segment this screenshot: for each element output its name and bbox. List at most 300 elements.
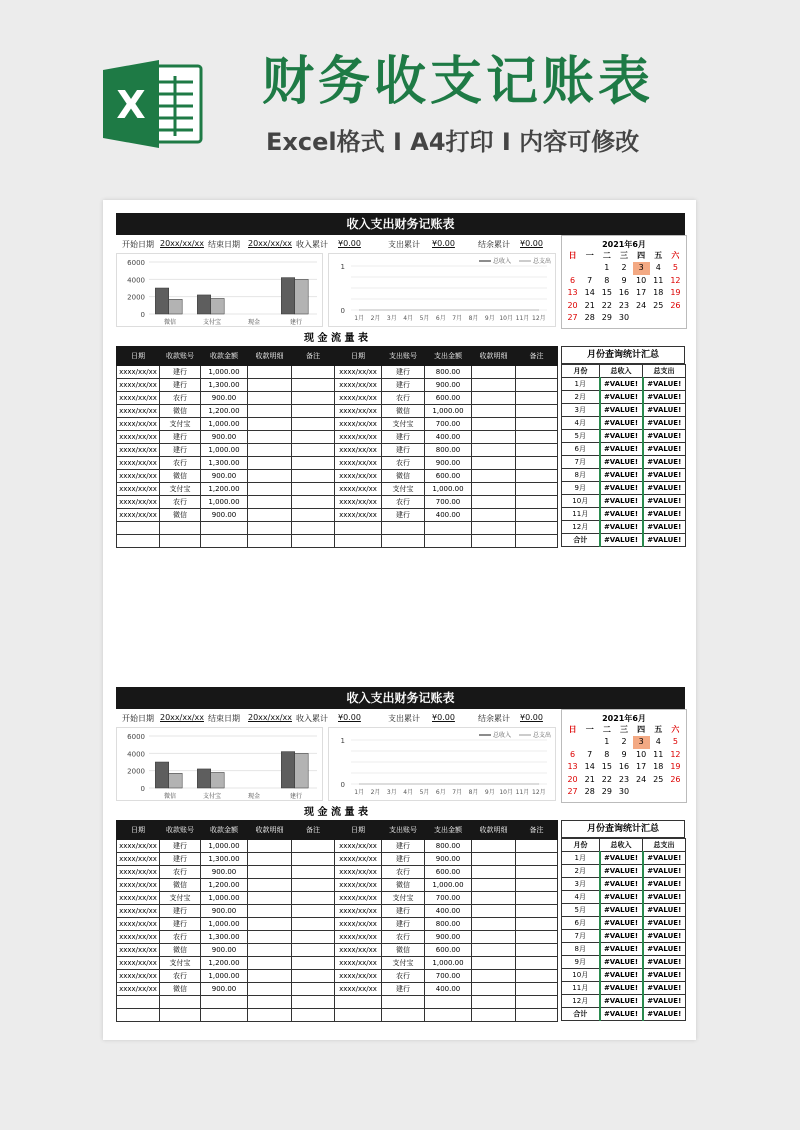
table-cell[interactable]: xxxx/xx/xx xyxy=(335,983,382,996)
table-cell[interactable] xyxy=(248,866,292,879)
table-cell[interactable]: 600.00 xyxy=(425,470,472,483)
calendar-day[interactable]: 4 xyxy=(655,737,661,747)
table-cell[interactable]: xxxx/xx/xx xyxy=(117,983,160,996)
calendar-day[interactable]: 19 xyxy=(670,762,681,772)
table-cell[interactable]: 700.00 xyxy=(425,892,472,905)
table-cell[interactable]: 建行 xyxy=(382,444,425,457)
table-cell[interactable]: xxxx/xx/xx xyxy=(335,457,382,470)
calendar-day[interactable] xyxy=(667,312,684,324)
table-cell[interactable] xyxy=(335,522,382,535)
table-cell[interactable]: 农行 xyxy=(160,866,201,879)
table-cell[interactable] xyxy=(201,1009,248,1022)
table-cell[interactable]: xxxx/xx/xx xyxy=(335,379,382,392)
table-cell[interactable] xyxy=(335,996,382,1009)
table-cell[interactable]: 1,000.00 xyxy=(201,496,248,509)
calendar-day[interactable]: 5 xyxy=(672,737,678,747)
table-cell[interactable]: 1,000.00 xyxy=(201,892,248,905)
table-cell[interactable] xyxy=(516,470,558,483)
table-cell[interactable]: 建行 xyxy=(160,918,201,931)
table-cell[interactable]: xxxx/xx/xx xyxy=(117,418,160,431)
table-cell[interactable] xyxy=(248,957,292,970)
table-cell[interactable]: 建行 xyxy=(382,431,425,444)
calendar-day[interactable]: 30 xyxy=(618,786,630,796)
table-cell[interactable]: 900.00 xyxy=(201,431,248,444)
table-cell[interactable]: 900.00 xyxy=(425,931,472,944)
table-cell[interactable]: 建行 xyxy=(382,840,425,853)
table-cell[interactable]: xxxx/xx/xx xyxy=(335,444,382,457)
calendar-day[interactable]: 29 xyxy=(601,312,612,322)
table-cell[interactable]: 400.00 xyxy=(425,509,472,522)
table-cell[interactable]: 支付宝 xyxy=(382,957,425,970)
calendar-day[interactable]: 24 xyxy=(636,774,647,784)
table-cell[interactable]: 400.00 xyxy=(425,983,472,996)
table-cell[interactable] xyxy=(335,535,382,548)
table-cell[interactable]: xxxx/xx/xx xyxy=(117,483,160,496)
calendar-day[interactable] xyxy=(581,262,598,274)
table-cell[interactable] xyxy=(472,970,516,983)
table-cell[interactable] xyxy=(516,944,558,957)
table-cell[interactable]: xxxx/xx/xx xyxy=(335,853,382,866)
calendar-day[interactable]: 27 xyxy=(567,786,578,796)
table-cell[interactable]: 建行 xyxy=(382,509,425,522)
table-cell[interactable]: 900.00 xyxy=(201,392,248,405)
table-cell[interactable]: xxxx/xx/xx xyxy=(117,366,160,379)
table-cell[interactable] xyxy=(516,522,558,535)
table-cell[interactable]: 900.00 xyxy=(425,853,472,866)
table-cell[interactable]: xxxx/xx/xx xyxy=(335,509,382,522)
table-cell[interactable]: 建行 xyxy=(382,905,425,918)
table-cell[interactable] xyxy=(248,853,292,866)
table-cell[interactable] xyxy=(248,418,292,431)
table-cell[interactable]: 400.00 xyxy=(425,431,472,444)
table-cell[interactable] xyxy=(472,957,516,970)
calendar-day[interactable] xyxy=(633,312,650,324)
table-cell[interactable] xyxy=(335,1009,382,1022)
table-cell[interactable] xyxy=(292,379,335,392)
calendar-day[interactable]: 1 xyxy=(604,263,610,273)
table-cell[interactable] xyxy=(248,840,292,853)
table-cell[interactable] xyxy=(292,931,335,944)
table-cell[interactable]: xxxx/xx/xx xyxy=(117,879,160,892)
calendar-day[interactable]: 3 xyxy=(633,262,650,274)
table-cell[interactable] xyxy=(516,483,558,496)
table-cell[interactable] xyxy=(292,892,335,905)
table-cell[interactable] xyxy=(292,957,335,970)
table-cell[interactable] xyxy=(117,522,160,535)
table-cell[interactable] xyxy=(472,931,516,944)
table-cell[interactable]: 农行 xyxy=(160,496,201,509)
table-cell[interactable]: 农行 xyxy=(382,931,425,944)
calendar-day[interactable]: 6 xyxy=(570,275,576,285)
table-cell[interactable] xyxy=(472,853,516,866)
table-cell[interactable]: xxxx/xx/xx xyxy=(335,470,382,483)
calendar-day[interactable]: 9 xyxy=(621,275,627,285)
table-cell[interactable]: 建行 xyxy=(382,366,425,379)
table-cell[interactable] xyxy=(160,535,201,548)
table-cell[interactable]: 1,000.00 xyxy=(201,366,248,379)
table-cell[interactable] xyxy=(516,840,558,853)
table-cell[interactable] xyxy=(292,405,335,418)
calendar-day[interactable]: 21 xyxy=(584,300,595,310)
table-cell[interactable]: xxxx/xx/xx xyxy=(335,866,382,879)
end-date-value[interactable]: 20xx/xx/xx xyxy=(248,239,292,248)
table-cell[interactable] xyxy=(292,509,335,522)
table-cell[interactable] xyxy=(516,892,558,905)
table-cell[interactable]: 支付宝 xyxy=(160,957,201,970)
table-cell[interactable] xyxy=(292,496,335,509)
table-cell[interactable] xyxy=(472,496,516,509)
table-cell[interactable]: xxxx/xx/xx xyxy=(117,840,160,853)
start-date-value[interactable]: 20xx/xx/xx xyxy=(160,239,204,248)
table-cell[interactable]: xxxx/xx/xx xyxy=(117,405,160,418)
table-cell[interactable]: 1,000.00 xyxy=(201,418,248,431)
table-cell[interactable]: xxxx/xx/xx xyxy=(335,970,382,983)
end-date-value[interactable]: 20xx/xx/xx xyxy=(248,713,292,722)
calendar-day[interactable]: 5 xyxy=(672,263,678,273)
table-cell[interactable] xyxy=(248,931,292,944)
calendar-day[interactable]: 2 xyxy=(621,263,627,273)
table-cell[interactable]: 1,000.00 xyxy=(425,405,472,418)
table-cell[interactable] xyxy=(292,483,335,496)
table-cell[interactable] xyxy=(516,457,558,470)
table-cell[interactable] xyxy=(292,840,335,853)
table-cell[interactable]: xxxx/xx/xx xyxy=(117,431,160,444)
calendar-day[interactable]: 4 xyxy=(655,263,661,273)
table-cell[interactable] xyxy=(516,366,558,379)
calendar-day[interactable] xyxy=(581,736,598,748)
calendar-day[interactable]: 6 xyxy=(570,749,576,759)
calendar-day[interactable]: 19 xyxy=(670,288,681,298)
table-cell[interactable]: 1,200.00 xyxy=(201,405,248,418)
table-cell[interactable] xyxy=(201,535,248,548)
table-cell[interactable]: 农行 xyxy=(160,931,201,944)
calendar-day[interactable]: 1 xyxy=(604,737,610,747)
table-cell[interactable] xyxy=(248,522,292,535)
table-cell[interactable] xyxy=(292,905,335,918)
table-cell[interactable]: xxxx/xx/xx xyxy=(335,918,382,931)
calendar-day[interactable]: 9 xyxy=(621,749,627,759)
table-cell[interactable] xyxy=(516,879,558,892)
table-cell[interactable]: 建行 xyxy=(160,444,201,457)
table-cell[interactable] xyxy=(472,944,516,957)
calendar-day[interactable]: 30 xyxy=(618,312,630,322)
table-cell[interactable] xyxy=(472,379,516,392)
table-cell[interactable]: 1,000.00 xyxy=(201,970,248,983)
table-cell[interactable]: xxxx/xx/xx xyxy=(117,379,160,392)
table-cell[interactable] xyxy=(472,483,516,496)
calendar-day[interactable]: 25 xyxy=(653,300,664,310)
table-cell[interactable] xyxy=(292,535,335,548)
table-cell[interactable] xyxy=(472,405,516,418)
calendar-day[interactable]: 12 xyxy=(670,749,681,759)
table-cell[interactable]: 1,000.00 xyxy=(425,957,472,970)
table-cell[interactable]: xxxx/xx/xx xyxy=(117,470,160,483)
table-cell[interactable]: 农行 xyxy=(160,392,201,405)
table-cell[interactable] xyxy=(292,996,335,1009)
calendar-day[interactable]: 23 xyxy=(618,300,630,310)
table-cell[interactable]: 微信 xyxy=(160,983,201,996)
calendar-day[interactable]: 22 xyxy=(601,774,612,784)
table-cell[interactable] xyxy=(472,840,516,853)
calendar-day[interactable] xyxy=(633,786,650,798)
table-cell[interactable]: 农行 xyxy=(382,866,425,879)
table-cell[interactable] xyxy=(248,983,292,996)
table-cell[interactable]: 建行 xyxy=(382,983,425,996)
table-cell[interactable]: xxxx/xx/xx xyxy=(117,892,160,905)
table-cell[interactable]: 建行 xyxy=(160,905,201,918)
table-cell[interactable] xyxy=(248,392,292,405)
table-cell[interactable] xyxy=(248,509,292,522)
table-cell[interactable] xyxy=(382,1009,425,1022)
table-cell[interactable]: 600.00 xyxy=(425,866,472,879)
table-cell[interactable] xyxy=(516,957,558,970)
calendar-day[interactable]: 15 xyxy=(601,288,612,298)
calendar-day[interactable]: 10 xyxy=(636,275,647,285)
table-cell[interactable] xyxy=(516,379,558,392)
table-cell[interactable] xyxy=(248,483,292,496)
table-cell[interactable]: 农行 xyxy=(160,457,201,470)
table-cell[interactable]: 支付宝 xyxy=(382,483,425,496)
calendar-day[interactable]: 27 xyxy=(567,312,578,322)
calendar-day[interactable] xyxy=(667,786,684,798)
table-cell[interactable]: 1,200.00 xyxy=(201,483,248,496)
table-cell[interactable] xyxy=(516,970,558,983)
table-cell[interactable]: 支付宝 xyxy=(160,892,201,905)
table-cell[interactable]: 支付宝 xyxy=(160,418,201,431)
table-cell[interactable]: xxxx/xx/xx xyxy=(117,957,160,970)
calendar-day[interactable]: 28 xyxy=(584,786,595,796)
table-cell[interactable]: xxxx/xx/xx xyxy=(117,918,160,931)
table-cell[interactable] xyxy=(425,522,472,535)
table-cell[interactable]: xxxx/xx/xx xyxy=(335,496,382,509)
table-cell[interactable] xyxy=(292,392,335,405)
table-cell[interactable] xyxy=(248,1009,292,1022)
table-cell[interactable]: 1,300.00 xyxy=(201,457,248,470)
table-cell[interactable] xyxy=(248,366,292,379)
table-cell[interactable] xyxy=(472,996,516,1009)
table-cell[interactable]: xxxx/xx/xx xyxy=(335,483,382,496)
table-cell[interactable]: 1,200.00 xyxy=(201,879,248,892)
table-cell[interactable] xyxy=(292,431,335,444)
table-cell[interactable] xyxy=(292,1009,335,1022)
table-cell[interactable]: 微信 xyxy=(382,944,425,957)
table-cell[interactable] xyxy=(248,996,292,1009)
table-cell[interactable]: 800.00 xyxy=(425,840,472,853)
calendar-day[interactable]: 16 xyxy=(618,288,630,298)
table-cell[interactable]: 600.00 xyxy=(425,944,472,957)
table-cell[interactable] xyxy=(472,866,516,879)
table-cell[interactable] xyxy=(472,392,516,405)
table-cell[interactable] xyxy=(292,983,335,996)
table-cell[interactable] xyxy=(248,496,292,509)
table-cell[interactable]: 建行 xyxy=(382,918,425,931)
table-cell[interactable] xyxy=(201,996,248,1009)
calendar-day[interactable]: 11 xyxy=(653,275,664,285)
table-cell[interactable] xyxy=(472,509,516,522)
table-cell[interactable]: xxxx/xx/xx xyxy=(117,444,160,457)
table-cell[interactable]: xxxx/xx/xx xyxy=(117,853,160,866)
table-cell[interactable] xyxy=(516,983,558,996)
table-cell[interactable] xyxy=(472,918,516,931)
table-cell[interactable]: 支付宝 xyxy=(382,418,425,431)
calendar-day[interactable]: 8 xyxy=(604,749,610,759)
table-cell[interactable] xyxy=(160,996,201,1009)
table-cell[interactable] xyxy=(516,392,558,405)
table-cell[interactable]: 农行 xyxy=(160,970,201,983)
table-cell[interactable] xyxy=(382,522,425,535)
calendar-day[interactable]: 11 xyxy=(653,749,664,759)
table-cell[interactable] xyxy=(516,535,558,548)
calendar-day[interactable]: 8 xyxy=(604,275,610,285)
table-cell[interactable]: 700.00 xyxy=(425,970,472,983)
table-cell[interactable] xyxy=(117,1009,160,1022)
table-cell[interactable] xyxy=(292,457,335,470)
calendar-day[interactable]: 24 xyxy=(636,300,647,310)
table-cell[interactable]: 微信 xyxy=(382,405,425,418)
table-cell[interactable]: xxxx/xx/xx xyxy=(117,866,160,879)
table-cell[interactable] xyxy=(248,535,292,548)
table-cell[interactable]: xxxx/xx/xx xyxy=(335,366,382,379)
table-cell[interactable] xyxy=(248,470,292,483)
table-cell[interactable]: xxxx/xx/xx xyxy=(335,931,382,944)
calendar-day[interactable] xyxy=(564,262,581,274)
table-cell[interactable]: 1,000.00 xyxy=(201,444,248,457)
calendar-day[interactable]: 29 xyxy=(601,786,612,796)
table-cell[interactable]: 1,300.00 xyxy=(201,931,248,944)
calendar-day[interactable]: 26 xyxy=(670,774,681,784)
table-cell[interactable] xyxy=(472,470,516,483)
table-cell[interactable] xyxy=(472,879,516,892)
table-cell[interactable] xyxy=(248,379,292,392)
calendar-day[interactable]: 21 xyxy=(584,774,595,784)
table-cell[interactable] xyxy=(472,457,516,470)
table-cell[interactable] xyxy=(472,431,516,444)
table-cell[interactable] xyxy=(382,996,425,1009)
table-cell[interactable]: xxxx/xx/xx xyxy=(117,457,160,470)
table-cell[interactable] xyxy=(292,866,335,879)
calendar-day[interactable]: 16 xyxy=(618,762,630,772)
calendar-day[interactable]: 22 xyxy=(601,300,612,310)
table-cell[interactable]: xxxx/xx/xx xyxy=(117,392,160,405)
table-cell[interactable]: 微信 xyxy=(160,509,201,522)
table-cell[interactable]: xxxx/xx/xx xyxy=(335,944,382,957)
table-cell[interactable] xyxy=(516,918,558,931)
calendar-day[interactable]: 7 xyxy=(587,749,593,759)
table-cell[interactable] xyxy=(248,405,292,418)
table-cell[interactable]: xxxx/xx/xx xyxy=(335,405,382,418)
table-cell[interactable]: 900.00 xyxy=(425,379,472,392)
table-cell[interactable]: 900.00 xyxy=(425,457,472,470)
table-cell[interactable] xyxy=(292,444,335,457)
table-cell[interactable] xyxy=(472,905,516,918)
table-cell[interactable] xyxy=(516,931,558,944)
table-cell[interactable]: 700.00 xyxy=(425,418,472,431)
table-cell[interactable] xyxy=(248,444,292,457)
calendar-day[interactable]: 18 xyxy=(653,762,664,772)
calendar-day[interactable]: 20 xyxy=(567,774,578,784)
calendar-day[interactable]: 7 xyxy=(587,275,593,285)
table-cell[interactable] xyxy=(292,470,335,483)
table-cell[interactable]: 800.00 xyxy=(425,366,472,379)
table-cell[interactable] xyxy=(248,905,292,918)
table-cell[interactable]: 支付宝 xyxy=(382,892,425,905)
table-cell[interactable]: 900.00 xyxy=(201,866,248,879)
table-cell[interactable] xyxy=(516,853,558,866)
table-cell[interactable]: xxxx/xx/xx xyxy=(335,840,382,853)
table-cell[interactable]: xxxx/xx/xx xyxy=(117,944,160,957)
table-cell[interactable]: 建行 xyxy=(160,853,201,866)
table-cell[interactable] xyxy=(516,444,558,457)
table-cell[interactable]: 建行 xyxy=(382,379,425,392)
table-cell[interactable] xyxy=(516,866,558,879)
table-cell[interactable]: xxxx/xx/xx xyxy=(335,957,382,970)
calendar-day[interactable]: 13 xyxy=(567,762,578,772)
table-cell[interactable] xyxy=(516,905,558,918)
table-cell[interactable] xyxy=(160,522,201,535)
table-cell[interactable]: 1,200.00 xyxy=(201,957,248,970)
table-cell[interactable] xyxy=(292,970,335,983)
table-cell[interactable] xyxy=(472,1009,516,1022)
table-cell[interactable] xyxy=(248,944,292,957)
table-cell[interactable]: 600.00 xyxy=(425,392,472,405)
table-cell[interactable] xyxy=(425,535,472,548)
table-cell[interactable] xyxy=(117,535,160,548)
table-cell[interactable]: 900.00 xyxy=(201,983,248,996)
calendar-day[interactable]: 28 xyxy=(584,312,595,322)
table-cell[interactable] xyxy=(516,418,558,431)
calendar-day[interactable]: 17 xyxy=(636,288,647,298)
table-cell[interactable]: xxxx/xx/xx xyxy=(335,431,382,444)
table-cell[interactable]: 1,000.00 xyxy=(201,840,248,853)
calendar-day[interactable]: 15 xyxy=(601,762,612,772)
table-cell[interactable] xyxy=(472,892,516,905)
calendar-day[interactable] xyxy=(564,736,581,748)
table-cell[interactable]: 农行 xyxy=(382,496,425,509)
table-cell[interactable]: 400.00 xyxy=(425,905,472,918)
table-cell[interactable] xyxy=(516,405,558,418)
table-cell[interactable] xyxy=(516,996,558,1009)
calendar-day[interactable]: 14 xyxy=(584,762,595,772)
table-cell[interactable] xyxy=(292,418,335,431)
table-cell[interactable]: 900.00 xyxy=(201,509,248,522)
table-cell[interactable]: xxxx/xx/xx xyxy=(335,892,382,905)
table-cell[interactable]: xxxx/xx/xx xyxy=(335,418,382,431)
calendar-day[interactable]: 18 xyxy=(653,288,664,298)
table-cell[interactable] xyxy=(472,522,516,535)
calendar-day[interactable]: 23 xyxy=(618,774,630,784)
table-cell[interactable]: 1,000.00 xyxy=(425,879,472,892)
table-cell[interactable]: 700.00 xyxy=(425,496,472,509)
table-cell[interactable]: xxxx/xx/xx xyxy=(117,496,160,509)
table-cell[interactable] xyxy=(472,444,516,457)
calendar-day[interactable]: 26 xyxy=(670,300,681,310)
table-cell[interactable] xyxy=(117,996,160,1009)
table-cell[interactable]: xxxx/xx/xx xyxy=(335,392,382,405)
table-cell[interactable]: 微信 xyxy=(160,470,201,483)
table-cell[interactable] xyxy=(248,970,292,983)
calendar-day[interactable]: 10 xyxy=(636,749,647,759)
calendar-day[interactable]: 2 xyxy=(621,737,627,747)
table-cell[interactable] xyxy=(248,431,292,444)
table-cell[interactable]: xxxx/xx/xx xyxy=(117,970,160,983)
table-cell[interactable]: 微信 xyxy=(160,944,201,957)
table-cell[interactable]: 建行 xyxy=(160,366,201,379)
table-cell[interactable] xyxy=(382,535,425,548)
calendar-day[interactable]: 20 xyxy=(567,300,578,310)
calendar-day[interactable]: 25 xyxy=(653,774,664,784)
table-cell[interactable] xyxy=(248,892,292,905)
table-cell[interactable]: 农行 xyxy=(382,970,425,983)
